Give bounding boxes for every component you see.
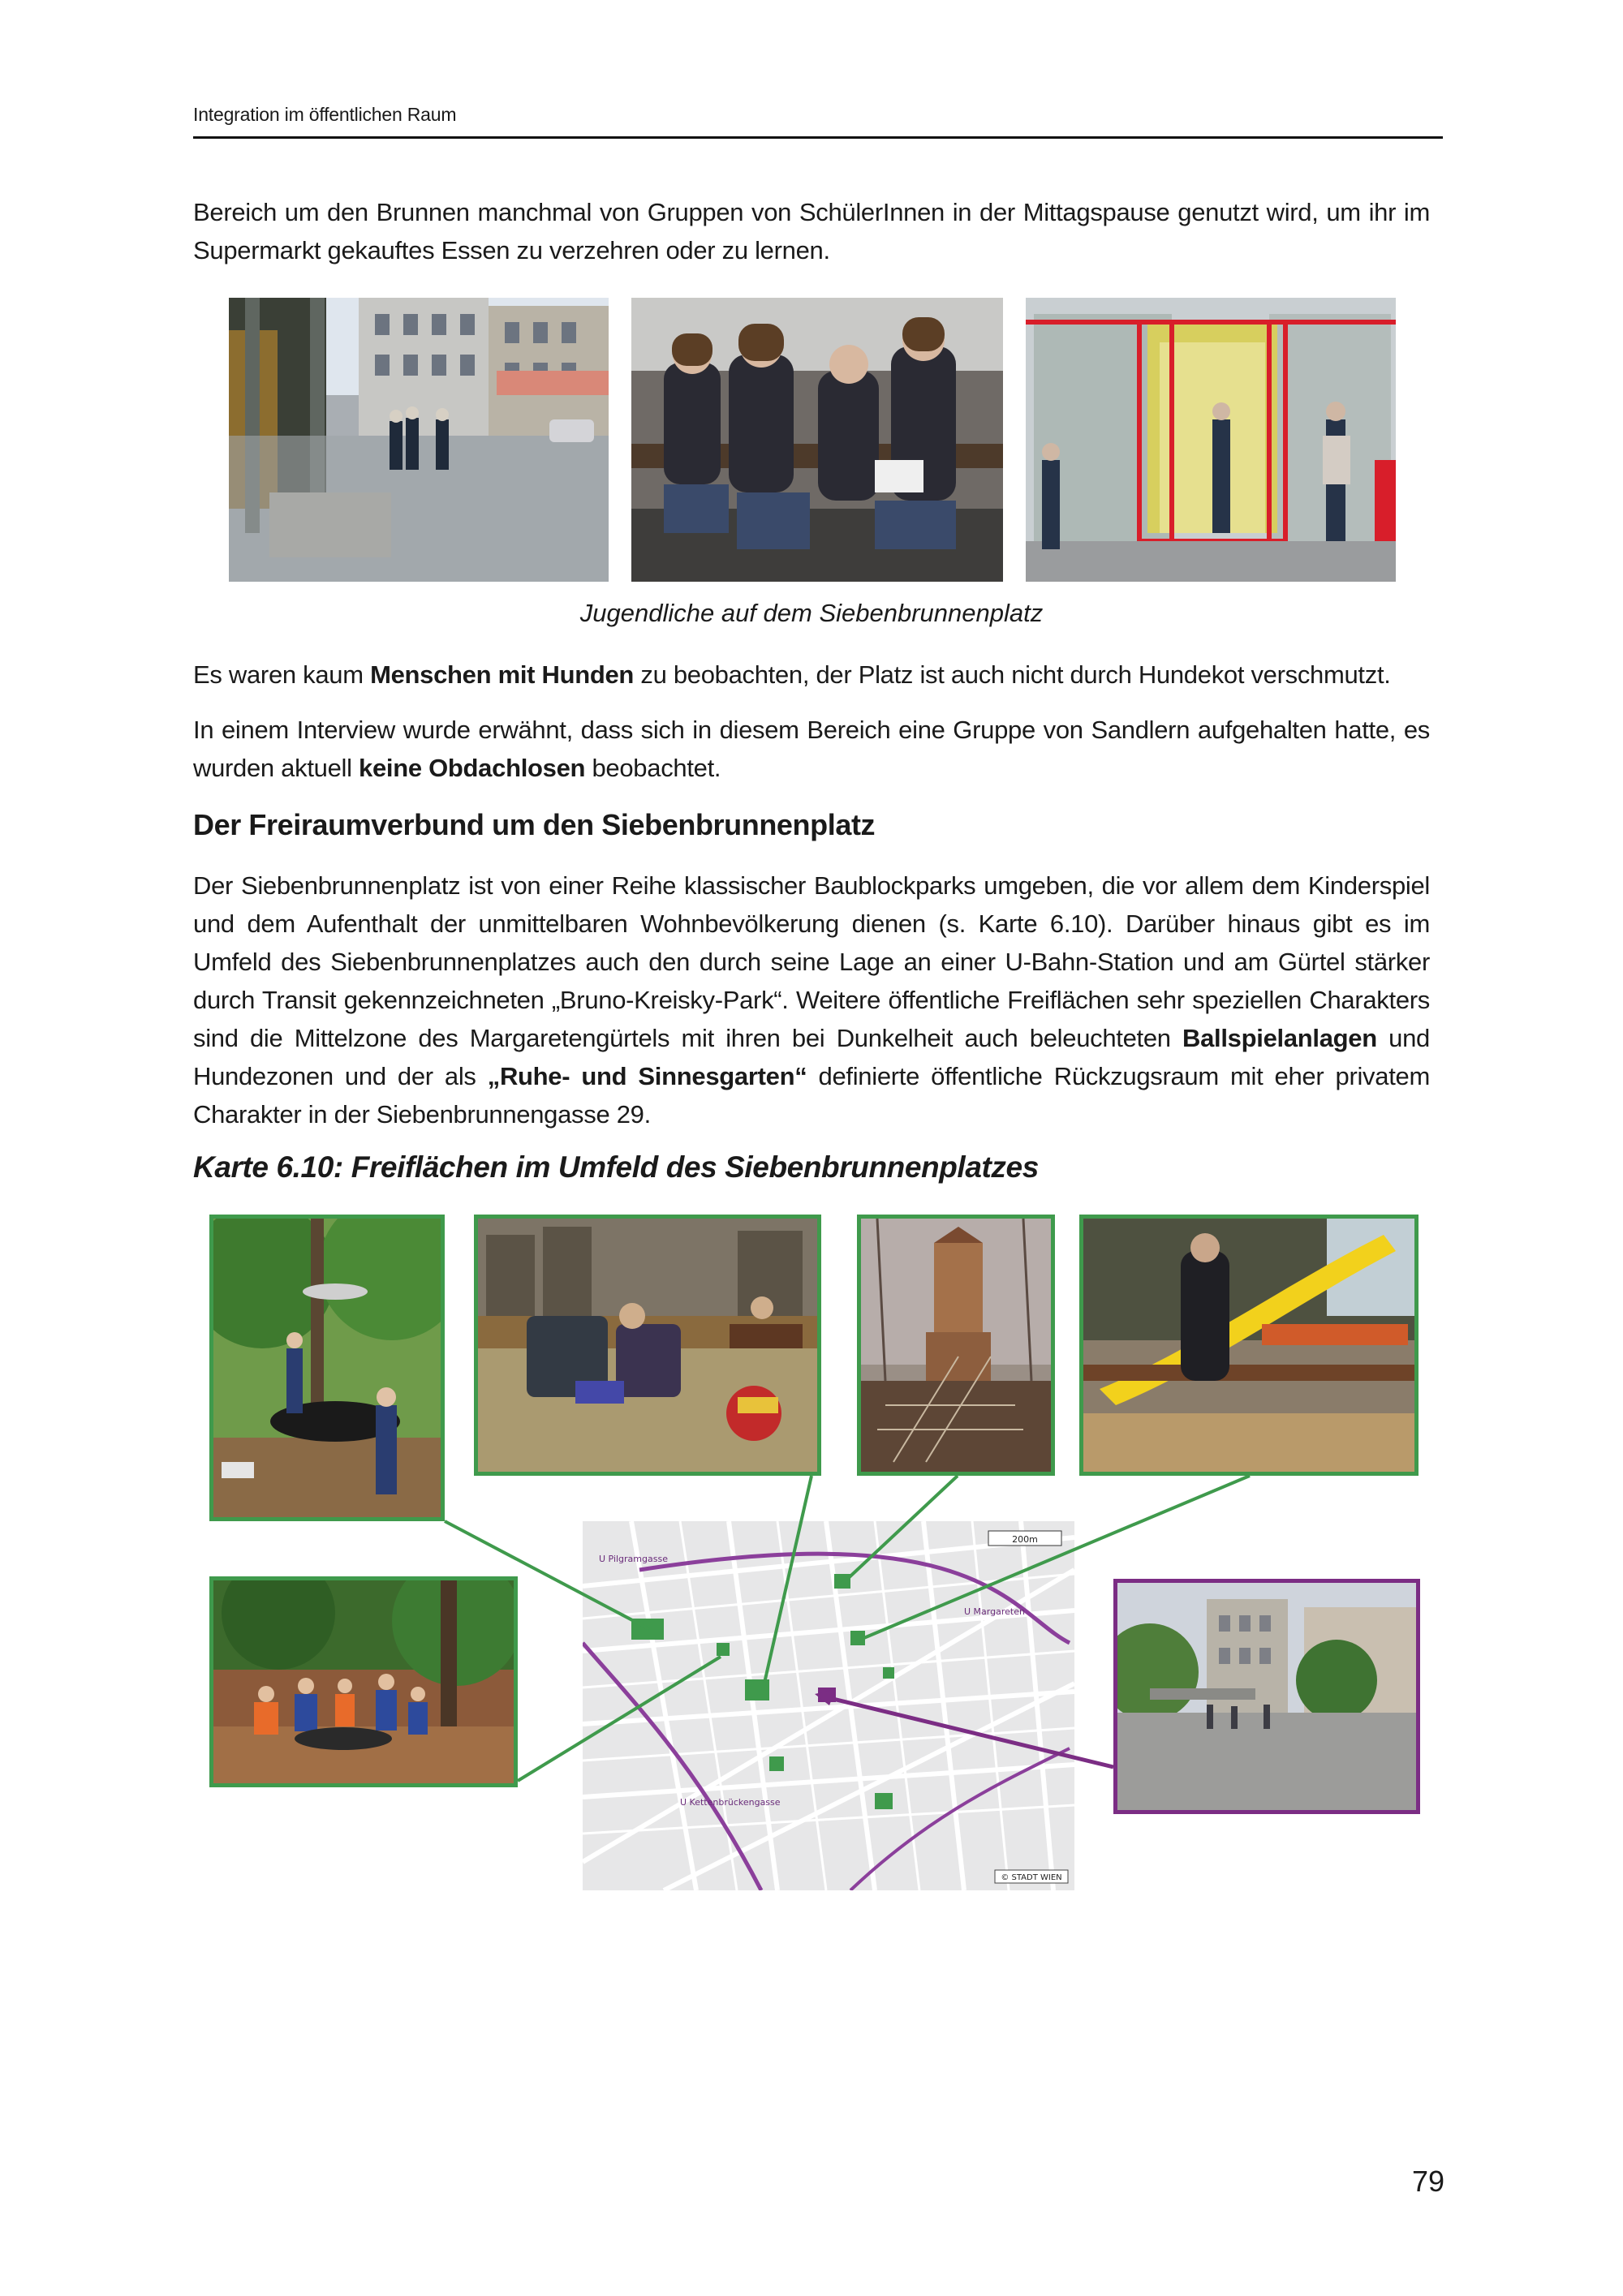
map-footer-label: © STADT WIEN [1001,1873,1062,1882]
map-title: Karte 6.10: Freiflächen im Umfeld des Siebenbrunnenplatzes [193,1150,1039,1184]
running-header: Integration im öffentlichen Raum [193,104,457,125]
map-scale-label: 200m [1012,1534,1038,1545]
map-photo-tire-swing [209,1215,445,1521]
strollers-illustration [478,1219,817,1472]
paragraph-4 [193,866,1430,1133]
street-map-illustration [583,1521,1074,1890]
paragraph-4-text-3: definierte öffentliche Rückzugsraum mit eher privatem Charakter in der Siebenbrunnengasse 29. [193,1062,1430,1129]
kids-playing-illustration [213,1580,514,1783]
paragraph-3-text: In einem Interview wurde erwähnt, dass sich in diesem Bereich eine Gruppe von Sandlern aufgehalten hatte, es wurden aktuell [193,716,1430,782]
street-scene-illustration [229,298,609,582]
paragraph-4-text-2: und Hundezonen und der als [193,1024,1430,1090]
teenagers-illustration [631,298,1003,582]
map-station-label-3: U Kettenbrückengasse [680,1797,781,1808]
map-photo-wooden-tower [857,1215,1055,1476]
paragraph-3-bold: keine Obdachlosen [359,754,586,782]
map-photo-kids-playing [209,1576,518,1787]
page-number: 79 [1411,2165,1444,2198]
paragraph-2-bold: Menschen mit Hunden [370,660,635,689]
paragraph-4-text-1: Der Siebenbrunnenplatz ist von einer Reihe klassischer Baublockparks umgeben, die vor allem dem Kinderspiel und dem Aufenthalt der unmittelbaren Wohnbevölkerung dienen (s. Karte 6.10). Darüber hinaus gibt es im Umfeld des Siebenbrunnenplatzes auch den durch seine Lage an einer U-Bahn-Station und am Gürtel stärker durch Transit gekennzeichneten „Bruno-Kreisky-Park“. Weitere öffentliche Freiflächen sehr speziellen Charakters sind die Mittelzone des Margaretengürtels mit ihren bei Dunkelheit auch beleuchteten [193,871,1430,1052]
header-rule [193,136,1443,139]
section-heading: Der Freiraumverbund um den Siebenbrunnenplatz [193,808,876,841]
paragraph-2 [193,656,1430,694]
paragraph-2-text: Es waren kaum [193,660,371,689]
map-photo-siebenbrunnenplatz [1113,1579,1420,1814]
photo-supermarket-entrance [1026,298,1396,582]
wooden-tower-illustration [861,1219,1051,1472]
square-illustration [1117,1583,1416,1810]
map-photo-playground-strollers [474,1215,821,1476]
map-station-label-2: U Pilgramgasse [599,1554,668,1564]
photo-street-fountain [229,298,609,582]
map-station-label-1: U Margareten [964,1606,1025,1617]
paragraph-3-text-end: beobachtet. [585,754,721,782]
paragraph-3 [193,711,1430,787]
tire-swing-illustration [213,1219,441,1517]
paragraph-2-text-end: zu beobachten, der Platz ist auch nicht durch Hundekot verschmutzt. [634,660,1391,689]
paragraph-1: Bereich um den Brunnen manchmal von Gruppen von SchülerInnen in der Mittagspause genutzt wird, um ihr im Supermarkt gekauftes Essen zu verzehren oder zu lernen. [193,198,1430,264]
paragraph-4-bold-2: „Ruhe- und Sinnesgarten“ [487,1062,807,1090]
photo-teenagers-bench [631,298,1003,582]
map-photo-yellow-slide [1079,1215,1419,1476]
yellow-slide-illustration [1083,1219,1414,1472]
photo-caption: Jugendliche auf dem Siebenbrunnenplatz [579,599,1044,627]
city-map [583,1521,1074,1890]
paragraph-4-bold-1: Ballspielanlagen [1182,1024,1377,1052]
supermarket-illustration [1026,298,1396,582]
